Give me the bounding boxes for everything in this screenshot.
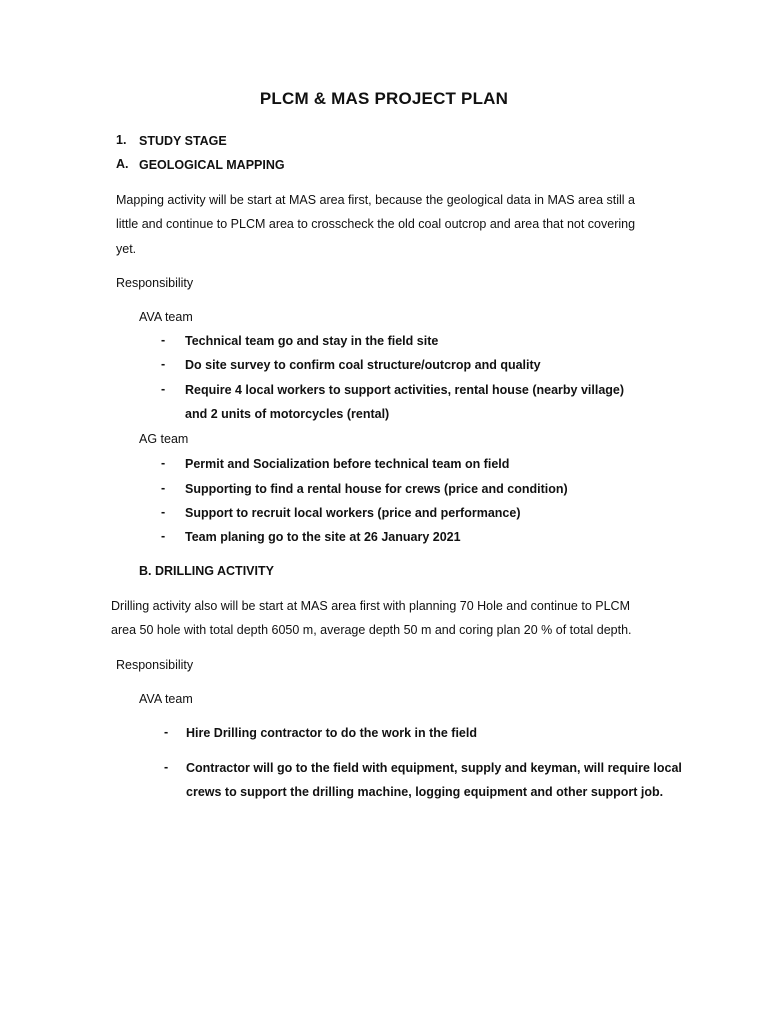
list-dash: - <box>164 725 169 739</box>
list-dash: - <box>161 529 166 543</box>
list-item-continuation: crews to support the drilling machine, logging equipment and other support job. <box>186 785 664 799</box>
responsibility-label: Responsibility <box>116 658 194 672</box>
list-item: Hire Drilling contractor to do the work in the field <box>186 726 477 740</box>
paragraph-line: yet. <box>116 242 137 256</box>
list-item-continuation: and 2 units of motorcycles (rental) <box>185 407 390 421</box>
subsection-heading-drilling-activity: B. DRILLING ACTIVITY <box>139 564 274 578</box>
paragraph-line: little and continue to PLCM area to crosscheck the old coal outcrop and area that not covering <box>116 217 636 231</box>
subsection-heading-geological-mapping: GEOLOGICAL MAPPING <box>139 158 285 172</box>
paragraph-line: area 50 hole with total depth 6050 m, average depth 50 m and coring plan 20 % of total depth. <box>111 623 632 637</box>
list-item: Technical team go and stay in the field site <box>185 334 439 348</box>
team-label-ava: AVA team <box>139 310 193 324</box>
paragraph-line: Drilling activity also will be start at MAS area first with planning 70 Hole and continue to PLCM <box>111 599 630 613</box>
list-dash: - <box>161 456 166 470</box>
paragraph-line: Mapping activity will be start at MAS area first, because the geological data in MAS area still a <box>116 193 636 207</box>
list-dash: - <box>161 357 166 371</box>
list-dash: - <box>161 333 166 347</box>
list-dash: - <box>161 382 166 396</box>
list-dash: - <box>164 760 169 774</box>
list-item: Contractor will go to the field with equipment, supply and keyman, will require local <box>186 761 682 775</box>
team-label-ag: AG team <box>139 432 189 446</box>
section-heading-study-stage: STUDY STAGE <box>139 134 227 148</box>
list-item: Permit and Socialization before technical team on field <box>185 457 510 471</box>
section-number: 1. <box>116 133 127 147</box>
document-title: PLCM & MAS PROJECT PLAN <box>259 89 509 108</box>
list-dash: - <box>161 505 166 519</box>
responsibility-label: Responsibility <box>116 276 194 290</box>
list-item: Support to recruit local workers (price and performance) <box>185 506 521 520</box>
list-item: Do site survey to confirm coal structure/outcrop and quality <box>185 358 541 372</box>
subsection-letter: A. <box>116 157 129 171</box>
list-item: Team planing go to the site at 26 January 2021 <box>185 530 461 544</box>
team-label-ava: AVA team <box>139 692 193 706</box>
list-item: Require 4 local workers to support activities, rental house (nearby village) <box>185 383 625 397</box>
list-item: Supporting to find a rental house for crews (price and condition) <box>185 482 568 496</box>
list-dash: - <box>161 481 166 495</box>
